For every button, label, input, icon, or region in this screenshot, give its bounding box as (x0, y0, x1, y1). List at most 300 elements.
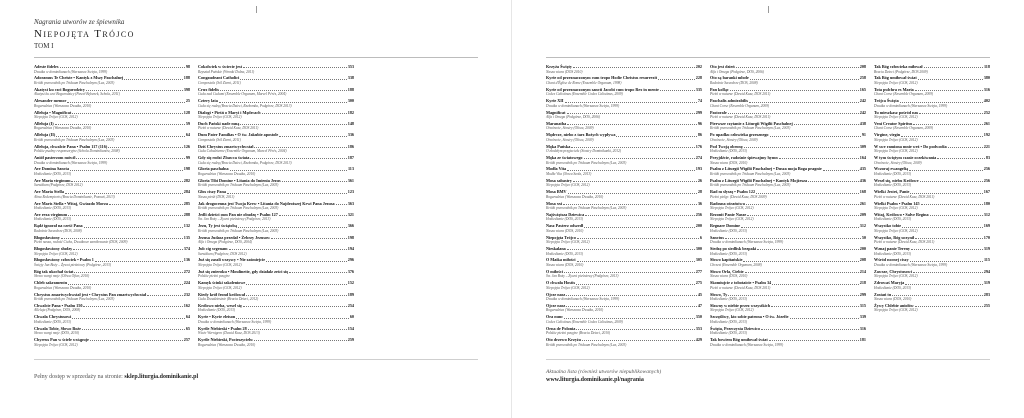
entry-title: Nieskalana (546, 246, 566, 251)
entry-page-number: 284 (183, 189, 190, 195)
entry-source: Pieśni pielgr. (Dawid Kusz, DOS 2009) (710, 194, 767, 199)
entry-page-number: 277 (695, 268, 702, 274)
entry-title: Orna de Polonia (546, 325, 576, 331)
dot-leader (279, 135, 346, 137)
dot-leader (71, 180, 182, 182)
index-entry (34, 235, 190, 245)
entry-source: Niepojęta Trójco (GOS, 2012) (874, 137, 918, 142)
entry-page-number: 164 (859, 155, 866, 160)
entry-title: Sanctus (710, 234, 724, 240)
entry-title: Modła Vita (546, 166, 567, 172)
index-entry (34, 337, 190, 347)
entry-page-number: 182 (347, 109, 354, 115)
index-entry (546, 155, 702, 165)
entry-title: Mosa sabastry (546, 177, 572, 183)
page-subtitle: Nagrania utworów ze śpiewnika (34, 18, 125, 26)
dot-leader (90, 339, 183, 341)
dot-leader (72, 112, 182, 114)
index-entry (546, 269, 702, 279)
entry-title: Ave Maria Stella (34, 189, 64, 195)
entry-source: Niepojęta Trójco (GOS, 2012) (710, 217, 754, 222)
footer-rule (546, 359, 990, 360)
index-entry (546, 144, 702, 154)
entry-page-number: 254 (347, 302, 354, 308)
index-entry (710, 155, 866, 165)
entry-source: Dwutka w dominikanach (Warszawa Święta, 1999) (34, 160, 108, 165)
entry-title: Już się zaszli wszyscy • Nie zaśmiejcie (198, 257, 266, 263)
index-entry (874, 121, 990, 131)
entry-title: Psalm z Liturgii Wigilii Paschalnej • Kantyk Mojżesza (710, 177, 808, 183)
index-entry (198, 314, 354, 324)
entry-title: Crux fidelis (198, 86, 220, 92)
entry-source: Cuda się rodzą (Bracia Dzieci, Rzekomka, Podgórze, DOS 2013) (198, 160, 292, 165)
index-entry (198, 132, 354, 142)
dot-leader (243, 305, 347, 307)
dot-leader (74, 271, 182, 273)
entry-source: Bogurodzica (Warszawa Dwutka, 2010) (198, 171, 256, 176)
dot-leader (86, 89, 183, 91)
entry-source: Dwutka w dominikanach (Warszawa Święta, 1999) (874, 103, 948, 108)
entry-title: Tak Bóg człowieka miłował (874, 64, 923, 69)
entry-page-number: 283 (983, 291, 990, 297)
entry-source: Wieże Wernigero (Dawid Kusz, DOS 2013) (198, 331, 260, 336)
entry-source: Hodiedianie (DOS, 2013) (710, 297, 748, 302)
entry-source: Krótki przewodnik po Triduum Paschalnym (Lux, 2003) (198, 183, 279, 188)
index-entry (198, 280, 354, 290)
entry-page-number: 200 (695, 223, 702, 229)
index-entry (546, 189, 702, 199)
entry-title: Rezonit Panie Nasze (710, 211, 747, 217)
entry-title: Mosa xxi (546, 200, 563, 206)
entry-page-number: 258 (859, 75, 866, 81)
entry-page-number: 380 (983, 75, 990, 81)
entry-page-number: 275 (695, 280, 702, 286)
entry-source: Hodiedianie (DOS, 2013) (710, 331, 748, 336)
page-title: Niepojęta Trójco (34, 28, 135, 40)
index-entry (710, 201, 866, 211)
entry-source: Hodiedianie (DOS, 2013) (874, 285, 912, 290)
entry-source: Św. Jan Boży – Żywot pieśniowy (Podgórze, 2013) (546, 274, 619, 279)
index-entry (198, 87, 354, 97)
entry-source: Krótki przewodnik po Triduum Paschalnym (Lux, 2003) (198, 228, 279, 233)
entry-page-number: 232 (183, 291, 190, 297)
index-entry (710, 314, 866, 324)
entry-title: Kiedy krół frond królował (198, 291, 246, 297)
entry-page-number: 218 (859, 280, 866, 286)
index-entry (546, 326, 702, 336)
dot-leader (749, 101, 859, 103)
entry-page-number: 28 (697, 189, 702, 195)
dot-leader (566, 305, 697, 307)
entry-title: Adoramus Te Christe • Kantyk z Mszy Paschalnej (34, 75, 124, 81)
entry-page-number: 221 (983, 143, 990, 149)
entry-title: Szczęśliwy, kto sobie patrona • O św. Józefie (710, 314, 789, 320)
dot-leader (250, 157, 346, 159)
entry-title: Pan kolląc (710, 86, 729, 92)
entry-title: Cokolwiek w świecie jest (198, 64, 243, 69)
index-entry (198, 223, 354, 233)
entry-page-number: 64 (185, 132, 190, 138)
entry-source: Dwutka w dominikanach (Warszawa Święta, 1999) (710, 342, 784, 347)
dot-leader (282, 180, 347, 182)
entry-title: Chwała Chrystusowi (34, 314, 72, 320)
entry-title: W tym świętym czasie oczekiwania (874, 155, 937, 160)
dot-leader (823, 169, 859, 171)
dot-leader (565, 101, 697, 103)
entry-page-number: 259 (347, 337, 354, 342)
entry-title: Chleb sakramentu (34, 280, 68, 286)
entry-page-number: 305 (695, 257, 702, 263)
dot-leader (911, 248, 983, 250)
dot-leader (924, 66, 983, 68)
entry-source: Niepojęta Trójco (GOS, 2012) (874, 149, 918, 154)
entry-source: Niepojęta Trójco (GOS, 2012) (546, 183, 590, 188)
entry-title: Jezusa Judasz przedał • Żebrzy Jezusow (198, 234, 271, 240)
entry-title: Już się znieroku • Moulinetie, gdy działalz ześci się (198, 268, 289, 274)
dot-leader (56, 135, 185, 137)
index-entry (198, 292, 354, 302)
footer-recordings-link[interactable]: www.liturgia.dominikanie.pl/nagrania (546, 377, 644, 383)
entry-source: Nasza wiara (DOS, 2010) (710, 274, 748, 279)
index-entry (710, 223, 866, 233)
entry-page-number: 398 (183, 86, 190, 92)
dot-leader (220, 89, 347, 91)
dot-leader (266, 260, 347, 262)
dot-leader (60, 66, 185, 68)
dot-leader (915, 89, 983, 91)
entry-page-number: 282 (183, 177, 190, 183)
index-entry (546, 75, 702, 85)
dot-leader (772, 283, 859, 285)
entry-source: Radośnie Szczodrze (DOS, 2008) (710, 80, 758, 85)
entry-page-number: 272 (183, 268, 190, 274)
entry-source: Sursidium (Podgórze, DOS 2012) (198, 251, 247, 256)
entry-source: Hodiedianie (DOS, 2013) (546, 251, 584, 256)
dot-leader (68, 283, 183, 285)
page-header (34, 18, 474, 51)
entry-source: Dwutka w dominikanach (Warszawa Święta, 1999) (546, 103, 620, 108)
entry-source: Niepojęta Trójco (GOS, 2012) (34, 115, 78, 120)
entry-source: Hodiedianie (DOS, 2013) (874, 251, 912, 256)
entry-source: Bogurodzica (Warszawa Dwutka, 2010) (34, 126, 92, 131)
entry-source: Hodiedianie (DOS, 2013) (198, 308, 236, 313)
entry-title: Kyrile Niebieski • Psalm 28 (198, 325, 247, 331)
dot-leader (937, 157, 985, 159)
entry-title: Przyjdźcie, radośnie śpiewajmy hymn (710, 155, 778, 160)
index-entry (874, 110, 990, 120)
entry-source: Polskie psalmy responsoryjne (Schola Dominikanów, 2008) (34, 149, 120, 154)
dot-leader (567, 169, 695, 171)
dot-leader (728, 112, 859, 114)
dot-leader (900, 101, 983, 103)
entry-page-number: 25 (185, 98, 190, 104)
dot-leader (582, 339, 695, 341)
entry-page-number: 242 (859, 109, 866, 115)
index-entry (198, 144, 354, 154)
index-entry (198, 201, 354, 211)
entry-page-number: 288 (183, 211, 190, 217)
entry-title: Siedzę po siedlisk bezpaki (710, 246, 757, 251)
entry-page-number: 335 (695, 86, 702, 92)
dot-leader (728, 294, 858, 296)
index-entry (874, 303, 990, 313)
index-entry (874, 166, 990, 176)
entry-source: Radośnie Szczodrze (DOS, 2008) (34, 228, 82, 233)
index-entry (874, 280, 990, 290)
index-column (874, 64, 990, 336)
index-entry (34, 292, 190, 302)
footer-shop-link[interactable]: sklep.liturgia.dominikanie.pl (124, 374, 199, 380)
entry-title: Chwała Tobie, Słowo Boże (34, 325, 82, 331)
index-entry (710, 110, 866, 120)
entry-title: Pierwsze czytanie z Liturgii Wigilii Paschalnej (710, 120, 793, 126)
index-entry (546, 303, 702, 313)
dot-leader (616, 135, 696, 137)
dot-leader (576, 328, 694, 330)
entry-source: Krótki przewodnik po Triduum Paschalnym (Lux, 2003) (546, 160, 627, 165)
entry-title: Alexander memor (34, 98, 67, 104)
entry-title: Kamyk ścinki szkoleniowe (198, 280, 246, 286)
index-entry (34, 257, 190, 267)
dot-leader (736, 66, 859, 68)
entry-title: Wczoraj ewangelią (874, 166, 909, 172)
entry-page-number: 47 (697, 302, 702, 308)
entry-title: Głos ciszy Pana (198, 189, 226, 195)
entry-title: Nasz Pasterz odszedł (546, 223, 584, 229)
entry-title: Jak drogocenna jest Twoja Krew • Litania do Najdroższej Krwi Pana Jezusa (198, 200, 335, 206)
index-entry (710, 246, 866, 256)
entry-source: Nasza wiara (DOS 2010) (546, 69, 583, 74)
index-entry (710, 303, 866, 313)
entry-title: Wszystko, Bóg uczynił (874, 234, 915, 240)
index-entry (198, 235, 354, 245)
index-entry (710, 144, 866, 154)
dot-leader (919, 112, 983, 114)
entry-title: Sławny w niebie przez wszystkich (710, 302, 771, 308)
entry-title: Kyrie • Kyrie eleison (198, 314, 236, 320)
entry-title: Ave Domina Sancta (34, 166, 70, 172)
entry-title: Radosna ośraństwa (710, 200, 745, 206)
entry-source: Rzyształ Pańskie (Wronki Dolna, 2011) (198, 69, 255, 74)
entry-page-number: 186 (347, 143, 354, 149)
entry-title: Psalm z Liturgii Wigilii Paschalnej • Dusza moja Boga pragnie (710, 166, 822, 172)
entry-source: Hodiedianie (DOS, 2013) (710, 251, 748, 256)
entry-page-number: 376 (347, 268, 354, 274)
right-page (512, 0, 1024, 418)
index-entry (34, 166, 190, 176)
dot-leader (725, 237, 861, 239)
entry-title: Skomiujcie z tobotaicie • Psalm 34 (710, 280, 772, 286)
index-entry (34, 98, 190, 108)
index-entry (198, 326, 354, 336)
entry-page-number: 192 (983, 132, 990, 138)
index-entry (874, 201, 990, 211)
entry-source: Bracia Dzieci (Podgórze, DOS 2009) (874, 69, 928, 74)
index-entry (710, 337, 866, 347)
index-entry (198, 75, 354, 85)
index-entry (546, 280, 702, 290)
index-entry (710, 166, 866, 176)
footer-prefix: Pełny dostęp w sprzedaży na stronie: (34, 374, 125, 380)
entry-source: Krótki przewodnik po Triduum Paschalnym (Lux, 2003) (710, 126, 791, 131)
index-entry (710, 121, 866, 131)
index-entry (34, 212, 190, 222)
entry-page-number: 299 (695, 109, 702, 115)
entry-source: Dwutka w dominikanach (Warszawa Święta, 1999) (710, 240, 784, 245)
entry-source: Otwórzcie, Siostry (Oliwa, 2009) (874, 160, 922, 165)
entry-title: Trójca Święta (874, 98, 899, 104)
entry-page-number: 312 (983, 211, 990, 217)
entry-page-number: 99 (185, 155, 190, 160)
entry-title: Błogosławiony słudzy (34, 246, 73, 251)
entry-page-number: 274 (695, 155, 702, 160)
index-entry (546, 337, 702, 347)
dot-leader (72, 317, 184, 319)
index-entry (34, 121, 190, 131)
dot-leader (568, 192, 697, 194)
entry-page-number: 126 (183, 143, 190, 149)
index-entry (546, 121, 702, 131)
index-entry (546, 223, 702, 233)
entry-page-number: 170 (983, 234, 990, 240)
dot-leader (240, 78, 346, 80)
entry-title: Gloria paschalna (198, 166, 229, 172)
index-entry (546, 64, 702, 74)
entry-source: Cuda nad Cudami (Ensemble Organum, Marcel Pérès, 2004) (198, 92, 287, 97)
entry-page-number: 181 (859, 337, 866, 342)
index-entry (874, 155, 990, 165)
index-entry (546, 178, 702, 188)
entry-page-number: 154 (347, 325, 354, 331)
entry-page-number: 285 (183, 200, 190, 206)
index-entry (874, 75, 990, 85)
entry-page-number: 261 (983, 120, 990, 126)
index-entry (874, 292, 990, 302)
entry-page-number: 202 (695, 64, 702, 69)
entry-title: Regnare Domine (710, 223, 741, 229)
entry-source: Alfa i Omega (Podgórze, DOS, 2006) (546, 115, 600, 120)
entry-title: Cztery lata (198, 98, 218, 104)
entry-title: Oto drzewo Krzyża (546, 337, 581, 342)
index-entry (34, 326, 190, 336)
entry-title: Tak Bóg umiłował świat (874, 75, 917, 81)
dot-leader (571, 146, 694, 148)
dot-leader (564, 271, 695, 273)
index-entry (198, 64, 354, 74)
dot-leader (892, 294, 983, 296)
dot-leader (566, 294, 697, 296)
entry-title: Magnificat (546, 109, 566, 115)
index-entry (874, 64, 990, 74)
dot-leader (573, 66, 695, 68)
entry-page-number: 194 (347, 246, 354, 251)
entry-title: W swe ramiona mnie weź • Do podwodia (874, 143, 947, 149)
dot-leader (82, 328, 185, 330)
dot-leader (921, 203, 983, 205)
dot-leader (730, 89, 859, 91)
index-entry (546, 257, 702, 267)
dot-leader (147, 294, 183, 296)
entry-page-number: 208 (859, 64, 866, 69)
dot-leader (741, 226, 859, 228)
dot-leader (920, 180, 983, 182)
index-entry (874, 144, 990, 154)
entry-page-number: 321 (347, 211, 354, 217)
entry-source: Krótki przewodnik po Triduum Paschalnym (Lux, 2003) (198, 206, 279, 211)
index-entry (198, 121, 354, 131)
entry-source: Pieśń nasza, radość Cicha, Dwutkowe zamiłowanie (DOS, 2009) (34, 240, 128, 245)
index-entry (874, 189, 990, 199)
entry-title: Maranatha (546, 120, 567, 126)
entry-page-number: 59 (185, 120, 190, 126)
entry-title: Wznaj panie Tereny (874, 246, 910, 251)
entry-source: Codex Calixtinus (Ensemble Codex Calixtinus, 2009) (546, 92, 623, 97)
entry-source: Otwórzcie, Siostry (Oliwa, 2009) (546, 137, 594, 142)
entry-source: Słowo wargi moje (DOS, 2010) (34, 331, 80, 336)
dot-leader (584, 157, 695, 159)
entry-page-number: 361 (347, 177, 354, 183)
entry-page-number: 86 (697, 132, 702, 138)
entry-title: O miłości (546, 268, 563, 274)
index-entry (34, 303, 190, 313)
entry-page-number: 319 (983, 246, 990, 251)
entry-page-number: 252 (983, 109, 990, 115)
entry-source: Otwórzcie, Siostry (Oliwa, 2009) (546, 126, 594, 131)
entry-source: Hodiedianie (DOS, 2013) (546, 217, 584, 222)
index-entry (34, 75, 190, 85)
entry-title: Męka Pańska (546, 143, 571, 149)
index-entry (198, 212, 354, 222)
dot-leader (658, 78, 695, 80)
entry-page-number: 65 (185, 325, 190, 331)
index-entry (198, 246, 354, 256)
entry-title: Jezu, Ty jest świątobą (198, 223, 237, 229)
index-entry (546, 235, 702, 245)
entry-title: Bóg tak ukochał świat (34, 268, 74, 274)
dot-leader (229, 248, 347, 250)
entry-page-number: 374 (183, 246, 190, 251)
entry-title: Wielki Jesteś, Panie (874, 189, 910, 195)
header-rule (546, 57, 990, 58)
index-entry (198, 98, 354, 108)
entry-page-number: 26 (697, 177, 702, 183)
index-entry (198, 303, 354, 313)
entry-page-number: 115 (983, 257, 990, 263)
dot-leader (61, 237, 183, 239)
entry-source: Hodiedianie (DOS, 2013) (710, 319, 748, 324)
entry-page-number: 152 (347, 280, 354, 286)
dot-leader (576, 283, 695, 285)
entry-source: Cuda się rodzą (Bracia Dzieci, Rzekomka, Podgórze, DOS 2013) (198, 103, 292, 108)
index-entry (546, 201, 702, 211)
entry-source: Bogurodzica (Warszawa Dwutka, 2010) (546, 308, 604, 313)
entry-page-number: 168 (859, 189, 866, 195)
entry-source: Akatyst ku czci Bogurodzicy (Paweł Bębenek, Schola, 2011) (34, 92, 120, 97)
entry-source: Dwutka w dominikanach (Warszawa Święta, 1999) (874, 262, 948, 267)
dot-leader (246, 283, 346, 285)
entry-title: Ave Maris Stella • Witaj, Gwiazdo Morza (34, 200, 108, 206)
entry-title: Najświętsza Dziewica (546, 211, 585, 217)
index-entry (198, 337, 354, 347)
entry-source: Pieśń w naturze (Dawid Kusz, DOS 2011) (198, 126, 259, 131)
entry-source: Krótki przewodnik po Triduum Paschalnym (Lux, 2003) (546, 206, 627, 211)
entry-source: Hodiedianie (DOS, 2013) (34, 217, 72, 222)
entry-page-number: 45 (697, 291, 702, 297)
index-entry (546, 132, 702, 142)
dot-leader (918, 78, 983, 80)
entry-title: Adeste fideles (34, 64, 59, 69)
entry-source: Bogurodzica (Warszawa Dwutka, 2010) (546, 194, 604, 199)
